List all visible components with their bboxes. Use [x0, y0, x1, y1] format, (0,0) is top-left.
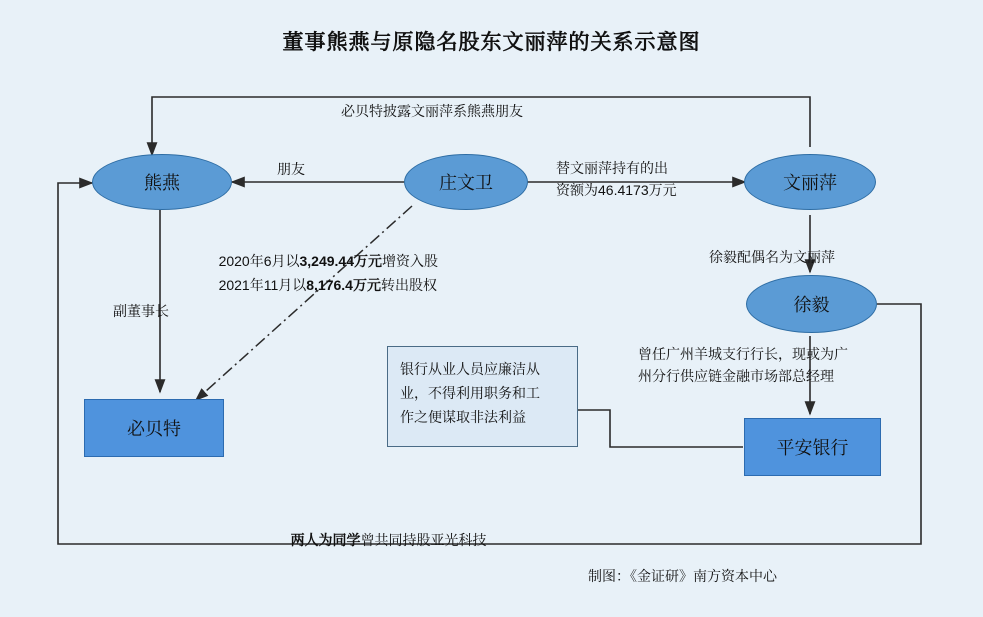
edge-note-to-pinganbank	[578, 410, 743, 447]
compliance-note-line-1: 银行从业人员应廉洁从	[400, 361, 540, 377]
label-investment-line-1-amount: 3,249.44万元	[299, 253, 382, 269]
label-investment-line-2-pre: 2021年11月以	[218, 277, 307, 293]
page-title: 董事熊燕与原隐名股东文丽萍的关系示意图	[282, 31, 701, 54]
label-hold-for-wen-line2: 资额为46.4173万元	[556, 182, 677, 198]
label-investment-line-2-post: 转出股权	[380, 277, 437, 293]
label-vice-chairman: 副董事长	[113, 303, 169, 319]
node-zhuangwenwei[interactable]	[404, 154, 528, 210]
node-zhuangwenwei-label: 庄文卫	[439, 173, 493, 193]
node-xuyi[interactable]	[746, 275, 877, 333]
label-bank-role-line2: 州分行供应链金融市场部总经理	[638, 368, 834, 384]
label-classmates-rest: 曾共同持股亚光科技	[360, 532, 487, 548]
node-wenliping-label: 文丽萍	[783, 173, 837, 193]
credit-line: 制图：《金证研》南方资本中心	[588, 568, 777, 584]
node-xuyi-label: 徐毅	[793, 295, 830, 315]
label-investment-line-2	[203, 252, 437, 318]
node-wenliping[interactable]	[744, 154, 876, 210]
label-investment-line-1-post: 增资入股	[382, 253, 438, 269]
label-classmates-bold: 两人为同学	[290, 532, 361, 548]
label-hold-for-wen-line1: 替文丽萍持有的出	[556, 160, 668, 176]
node-bibeite[interactable]	[84, 399, 224, 457]
compliance-note-line-2: 业，不得利用职务和工	[400, 385, 540, 401]
label-bank-role-line1: 曾任广州羊城支行行长，现或为广	[638, 346, 848, 362]
node-bibeite-label: 必贝特	[127, 419, 181, 439]
compliance-note-line-3: 作之便谋取非法利益	[400, 409, 526, 425]
node-xiongyan-label: 熊燕	[144, 173, 180, 193]
label-friend: 朋友	[277, 161, 305, 177]
node-pinganbank[interactable]	[744, 418, 881, 476]
node-pinganbank-label: 平安银行	[776, 438, 849, 458]
label-investment-line-1-pre: 2020年6月以	[218, 253, 300, 269]
label-classmates	[275, 507, 487, 573]
label-investment-line-2-amount: 8,176.4万元	[306, 277, 381, 293]
compliance-note-box	[387, 346, 578, 447]
label-xuyi-spouse: 徐毅配偶名为文丽萍	[709, 249, 835, 265]
label-top-disclosure: 必贝特披露文丽萍系熊燕朋友	[341, 103, 523, 119]
node-xiongyan[interactable]	[92, 154, 232, 210]
